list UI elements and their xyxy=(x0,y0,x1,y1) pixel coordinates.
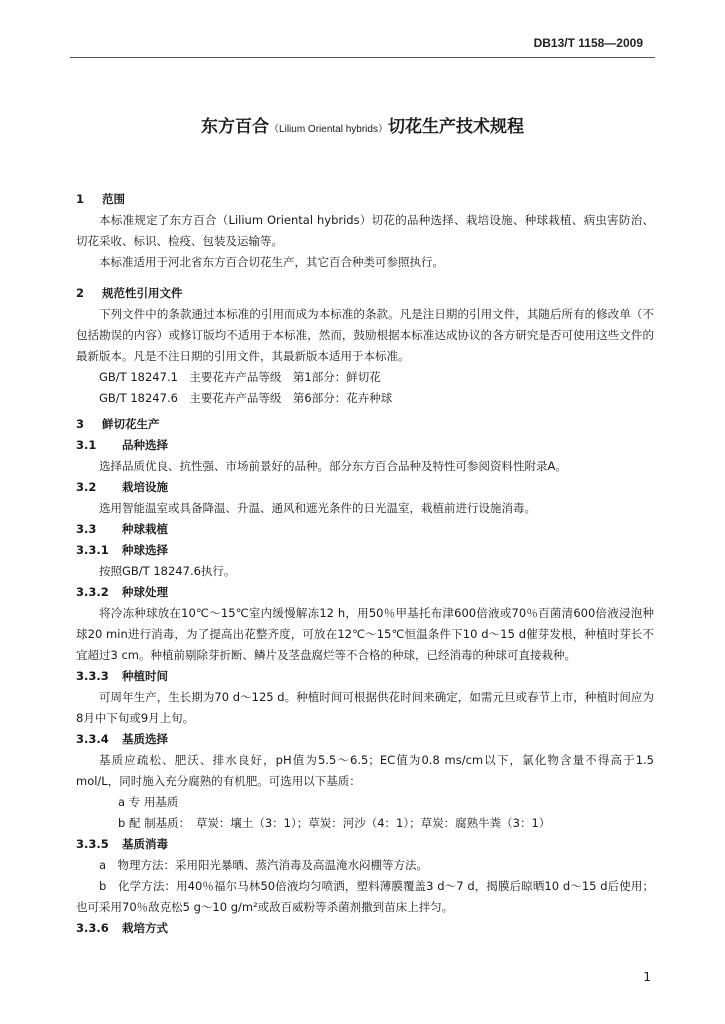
paragraph: 基质应疏松、肥沃、排水良好，pH值为5.5～6.5；EC值为0.8 ms/cm以下，氯化物含量不得高于1.5 mol/L，同时施入充分腐熟的有机肥。可选用以下基质： xyxy=(76,753,654,788)
standard-code: DB13/T 1158—2009 xyxy=(533,36,643,50)
section-heading: 1 范围 xyxy=(76,192,125,206)
title-cn-part1: 东方百合 xyxy=(201,117,270,137)
document-title xyxy=(0,112,725,137)
paragraph: 本标准适用于河北省东方百合切花生产，其它百合种类可参照执行。 xyxy=(99,255,444,269)
list-item: a 专 用基质 xyxy=(118,795,179,809)
section-heading: 3 鲜切花生产 xyxy=(76,417,160,431)
section-2 xyxy=(76,283,654,409)
section-1 xyxy=(76,189,654,273)
paragraph: 将冷冻种球放在10℃～15℃室内缓慢解冻12 h，用50％甲基托布津600倍液或70％百菌清600倍液浸泡种球20 min进行消毒，为了提高出花整齐度，可放在12℃～15℃恒温条件下10 d～15 d催芽发根，种植时芽长不宜超过3 cm。种植前剔除芽折断、鳞片及茎盘腐烂等不合格的种球，已经消毒的种球可直接栽种。 xyxy=(76,606,654,662)
subsection-heading: 3.1 品种选择 xyxy=(76,438,168,452)
subsection-heading: 3.2 栽培设施 xyxy=(76,480,168,494)
header-divider xyxy=(70,57,655,58)
subsubsection-heading: 3.3.6 栽培方式 xyxy=(76,921,168,935)
paragraph: 按照GB/T 18247.6执行。 xyxy=(99,564,236,578)
title-cn-part2: 切花生产技术规程 xyxy=(387,117,524,137)
reference-item: GB/T 18247.6 主要花卉产品等级 第6部分：花卉种球 xyxy=(99,391,393,405)
paragraph: 选择品质优良、抗性强、市场前景好的品种。部分东方百合品种及特性可参阅资料性附录A。 xyxy=(99,459,567,473)
paragraph: 本标准规定了东方百合（Lilium Oriental hybrids）切花的品种选择、栽培设施、种球栽植、病虫害防治、切花采收、标识、检疫、包装及运输等。 xyxy=(76,213,654,248)
list-item: b 配 制基质： 草炭：壤土（3：1）；草炭：河沙（4：1）；草炭：腐熟牛粪（3：1） xyxy=(118,816,551,830)
paragraph: 可周年生产，生长期为70 d～125 d。种植时间可根据供花时间来确定，如需元旦或春节上市，种植时间应为8月中下旬或9月上旬。 xyxy=(76,690,654,725)
subsection-heading: 3.3 种球栽植 xyxy=(76,522,168,536)
subsubsection-heading: 3.3.5 基质消毒 xyxy=(76,837,168,851)
subsubsection-heading: 3.3.1 种球选择 xyxy=(76,543,168,557)
section-heading: 2 规范性引用文件 xyxy=(76,286,183,300)
paragraph: 选用智能温室或具备降温、升温、通风和遮光条件的日光温室，栽植前进行设施消毒。 xyxy=(99,501,536,515)
subsubsection-heading: 3.3.4 基质选择 xyxy=(76,732,168,746)
subsubsection-heading: 3.3.2 种球处理 xyxy=(76,585,168,599)
list-item: a 物理方法：采用阳光暴晒、蒸汽消毒及高温淹水闷棚等方法。 xyxy=(99,858,429,872)
section-3 xyxy=(76,414,654,939)
title-latin: （Lilium Oriental hybrids） xyxy=(269,124,388,135)
reference-item: GB/T 18247.1 主要花卉产品等级 第1部分：鲜切花 xyxy=(99,370,381,384)
paragraph: 下列文件中的条款通过本标准的引用而成为本标准的条款。凡是注日期的引用文件，其随后所有的修改单（不包括勘误的内容）或修订版均不适用于本标准，然而，鼓励根据本标准达成协议的各方研究是否可使用这些文件的最新版本。凡是不注日期的引用文件，其最新版本适用于本标准。 xyxy=(76,307,654,363)
subsubsection-heading: 3.3.3 种植时间 xyxy=(76,669,168,683)
page-number: 1 xyxy=(643,970,651,984)
list-item: b 化学方法：用40％福尔马林50倍液均匀喷洒，塑料薄膜覆盖3 d～7 d，揭膜后晾晒10 d～15 d后使用；也可采用70％敌克松5 g～10 g/m²或敌百威粉等杀菌剂撒到苗床上拌匀。 xyxy=(76,879,654,914)
